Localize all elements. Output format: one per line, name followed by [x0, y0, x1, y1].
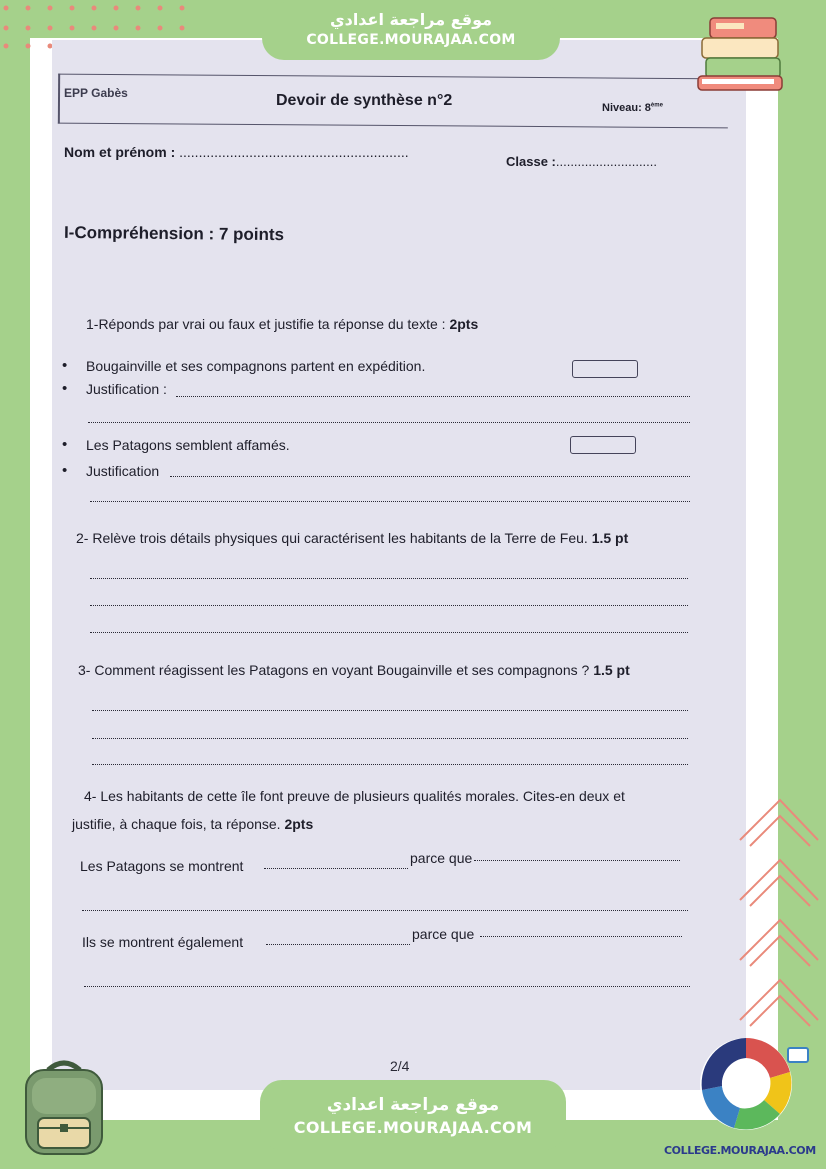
answer-line[interactable] [88, 422, 690, 423]
answer-line[interactable] [90, 578, 688, 579]
answer-line[interactable] [92, 764, 688, 765]
answer-line[interactable] [480, 936, 682, 937]
true-false-box-2[interactable] [570, 436, 636, 454]
question-1: 1-Réponds par vrai ou faux et justifie ta réponse du texte : 2pts [86, 316, 479, 332]
q1-justification-2: • Justification [86, 463, 159, 479]
answer-line[interactable] [90, 605, 688, 606]
chevron-decoration [734, 790, 820, 1030]
backpack-icon [14, 1056, 114, 1160]
site-url: COLLEGE.MOURAJAA.COM [293, 1118, 533, 1137]
question-3: 3- Comment réagissent les Patagons en voyant Bougainville et ses compagnons ? 1.5 pt [78, 662, 630, 678]
answer-line[interactable] [170, 476, 690, 477]
answer-line[interactable] [90, 501, 690, 502]
name-field: Nom et prénom : ........................................................... [64, 144, 409, 160]
question-4-line-2: justifie, à chaque fois, ta réponse. 2pts [72, 816, 314, 832]
books-icon [694, 10, 794, 94]
answer-line[interactable] [84, 986, 690, 987]
site-banner-top[interactable] [262, 2, 560, 60]
answer-line[interactable] [90, 632, 688, 633]
section-title: I-Compréhension : 7 points [63, 222, 285, 245]
exam-title: Devoir de synthèse n°2 [276, 92, 453, 109]
school-name: EPP Gabès [64, 86, 128, 100]
answer-line[interactable] [264, 868, 408, 869]
site-url: COLLEGE.MOURAJAA.COM [306, 32, 516, 48]
q4-answer-1-because: parce que [410, 850, 473, 866]
q1-item-1: • Bougainville et ses compagnons partent en expédition. [86, 358, 425, 374]
q4-answer-1-label: Les Patagons se montrent [80, 858, 244, 874]
true-false-box-1[interactable] [572, 360, 638, 378]
site-arabic-name: موقع مراجعة اعدادي [329, 10, 493, 29]
answer-line[interactable] [474, 860, 680, 861]
class-field: Classe :............................ [506, 154, 658, 169]
answer-line[interactable] [82, 910, 688, 911]
question-4-line-1: 4- Les habitants de cette île font preuve de plusieurs qualités morales. Cites-en deux et [84, 788, 625, 804]
q1-justification-1: • Justification : [86, 381, 167, 397]
answer-line[interactable] [176, 396, 690, 397]
answer-line[interactable] [266, 944, 410, 945]
site-logo-text[interactable]: COLLEGE.MOURAJAA.COM [664, 1144, 816, 1157]
answer-line[interactable] [92, 738, 688, 739]
q4-answer-2-label: Ils se montrent également [82, 934, 244, 950]
q4-answer-2-because: parce que [412, 926, 475, 942]
answer-line[interactable] [92, 710, 688, 711]
site-banner-bottom[interactable] [260, 1080, 566, 1150]
level-label: Niveau: 8ème [602, 102, 663, 114]
site-arabic-name: موقع مراجعة اعدادي [326, 1095, 500, 1115]
page-number: 2/4 [390, 1058, 410, 1074]
q1-item-2: • Les Patagons semblent affamés. [86, 437, 290, 453]
exam-sheet [52, 40, 746, 1090]
site-logo-icon [694, 1020, 818, 1142]
question-2: 2- Relève trois détails physiques qui caractérisent les habitants de la Terre de Feu. 1.5 pt [76, 530, 629, 546]
